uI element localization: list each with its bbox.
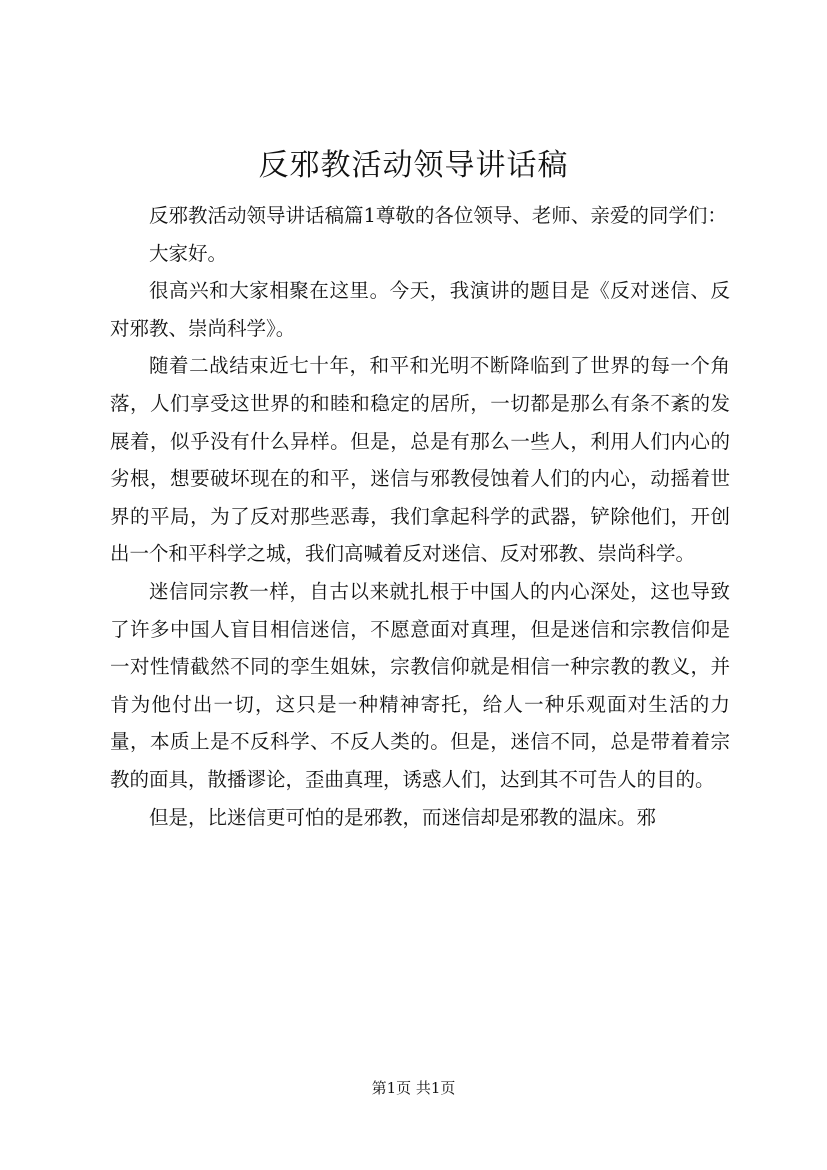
document-body [110,197,730,836]
paragraph: 反邪教活动领导讲话稿篇1尊敬的各位领导、老师、亲爱的同学们： [149,204,727,227]
paragraph: 迷信同宗教一样，自古以来就扎根于中国人的内心深处，这也导致了许多中国人盲目相信迷信，不愿意面对真理，但是迷信和宗教信仰是一对性情截然不同的孪生姐妹，宗教信仰就是相信一种宗教的教义，并肯为他付出一切，这只是一种精神寄托，给人一种乐观面对生活的力量，本质上是不反科学、不反人类的。但是，迷信不同，总是带着着宗教的面具，散播谬论，歪曲真理，诱惑人们，达到其不可告人的目的。 [110,579,730,791]
paragraph: 大家好。 [149,241,228,265]
paragraph: 很高兴和大家相聚在这里。今天，我演讲的题目是《反对迷信、反对邪教、崇尚科学》。 [110,279,730,340]
document-title: 反邪教活动领导讲话稿 [258,148,569,183]
paragraph: 但是，比迷信更可怕的是邪教，而迷信却是邪教的温床。邪 [149,805,657,829]
page-footer: 第1页 共1页 [371,1079,456,1097]
paragraph: 随着二战结束近七十年，和平和光明不断降临到了世界的每一个角落，人们享受这世界的和睦和稳定的居所，一切都是那么有条不紊的发展着，似乎没有什么异样。但是，总是有那么一些人，利用人们内心的劣根，想要破坏现在的和平，迷信与邪教侵蚀着人们的内心，动摇着世界的平局，为了反对那些恶毒，我们拿起科学的武器，铲除他们，开创出一个和平科学之城，我们高喊着反对迷信、反对邪教、崇尚科学。 [110,354,730,566]
